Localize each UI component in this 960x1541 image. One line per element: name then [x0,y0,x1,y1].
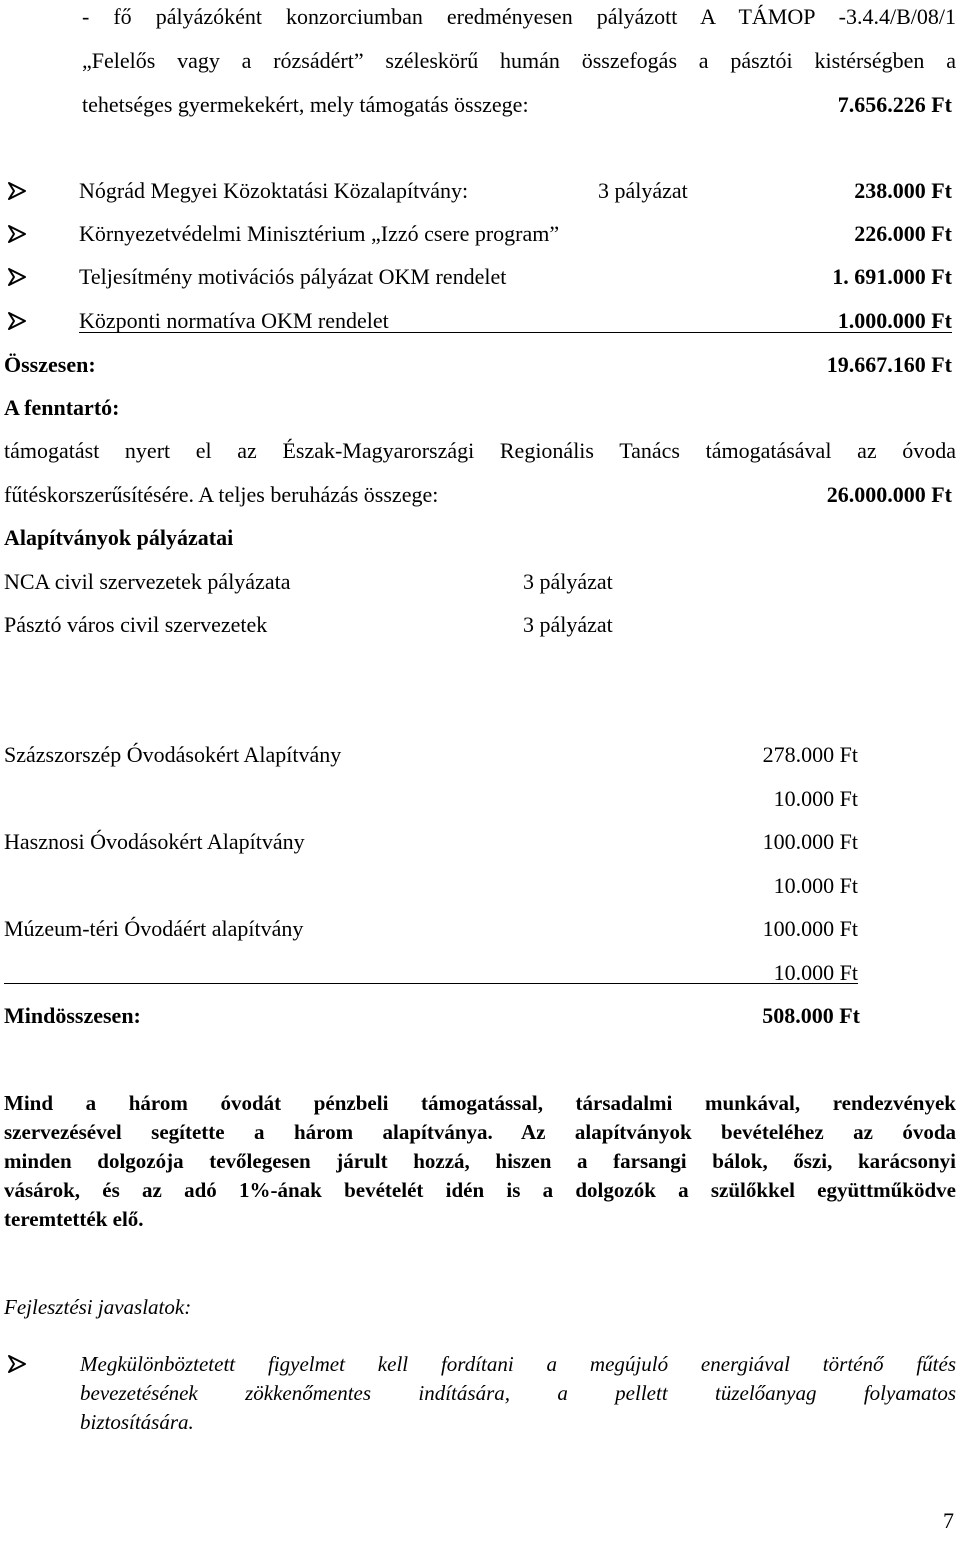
foundation-name: Százszorszép Óvodásokért Alapítvány [4,742,342,767]
foundation-name: Hasznosi Óvodásokért Alapítvány [4,829,305,854]
grant-label: Nógrád Megyei Közoktatási Közalapítvány: [79,178,469,203]
foundation-amount: 10.000 Ft [773,873,858,898]
grant-amount: 1. 691.000 Ft [832,264,952,289]
underline-rule [79,332,952,333]
summary-line: szervezésével segítette a három alapítványa. Az alapítványok bevételéhez az óvoda [4,1120,956,1144]
foundation-amount: 10.000 Ft [773,960,858,985]
arrow-bullet-icon [6,266,28,288]
foundation-grant-label: NCA civil szervezetek pályázata [4,569,291,594]
summary-line: teremtették elő. [4,1207,144,1231]
maintainer-amount: 26.000.000 Ft [826,482,952,507]
arrow-bullet-icon [6,223,28,245]
grand-total-label: Mindösszesen: [4,1003,141,1028]
grand-total-amount: 508.000 Ft [762,1003,860,1028]
grant-count: 3 pályázat [598,178,688,203]
intro-line-2: „Felelős vagy a rózsádért” széleskörű humán összefogás a pásztói kistérségben a [82,48,956,73]
grant-label: Központi normatíva OKM rendelet [79,308,389,333]
intro-line-1: - fő pályázóként konzorciumban eredményesen pályázott A TÁMOP -3.4.4/B/08/1 [82,4,956,29]
intro-amount: 7.656.226 Ft [837,92,952,117]
maintainer-heading: A fenntartó: [4,395,120,420]
arrow-bullet-icon [6,1353,28,1375]
grant-amount: 238.000 Ft [854,178,952,203]
grant-label: Környezetvédelmi Minisztérium „Izzó csere program” [79,221,560,246]
foundation-amount: 100.000 Ft [762,829,858,854]
foundation-name: Múzeum-téri Óvodáért alapítvány [4,916,304,941]
total-amount: 19.667.160 Ft [826,352,952,377]
development-heading: Fejlesztési javaslatok: [4,1295,192,1319]
foundation-grant-count: 3 pályázat [523,569,613,594]
foundation-amount: 100.000 Ft [762,916,858,941]
foundations-heading: Alapítványok pályázatai [4,525,234,550]
development-item [80,1350,956,1437]
summary-line: vásárok, és az adó 1%-ának bevételét idén is a dolgozók a szülőkkel együttműködve [4,1178,956,1202]
summary-line: Mind a három óvodát pénzbeli támogatással, társadalmi munkával, rendezvények [4,1091,956,1115]
arrow-bullet-icon [6,310,28,332]
total-label: Összesen: [4,352,96,377]
summary-line: minden dolgozója tevőlegesen járult hozzá, hiszen a farsangi bálok, őszi, karácsonyi [4,1149,956,1173]
grant-label: Teljesítmény motivációs pályázat OKM rendelet [79,264,507,289]
page-number: 7 [943,1508,954,1533]
summary-paragraph [4,1089,956,1234]
intro-line-3: tehetséges gyermekekért, mely támogatás összege: [82,92,529,117]
foundation-amount: 278.000 Ft [762,742,858,767]
development-line: Megkülönböztetett figyelmet kell fordítani a megújuló energiával történő fűtés [80,1352,956,1376]
underline-rule [4,983,858,984]
foundation-grant-count: 3 pályázat [523,612,613,637]
grant-amount: 1.000.000 Ft [837,308,952,333]
development-line: bevezetésének zökkenőmentes indítására, a pellett tüzelőanyag folyamatos [80,1381,956,1405]
arrow-bullet-icon [6,180,28,202]
grant-amount: 226.000 Ft [854,221,952,246]
foundation-amount: 10.000 Ft [773,786,858,811]
development-line: biztosítására. [80,1410,194,1434]
maintainer-line-2: fűtéskorszerűsítésére. A teljes beruházás összege: [4,482,439,507]
foundation-grant-label: Pásztó város civil szervezetek [4,612,268,637]
maintainer-line-1: támogatást nyert el az Észak-Magyarországi Regionális Tanács támogatásával az óvoda [4,438,956,463]
